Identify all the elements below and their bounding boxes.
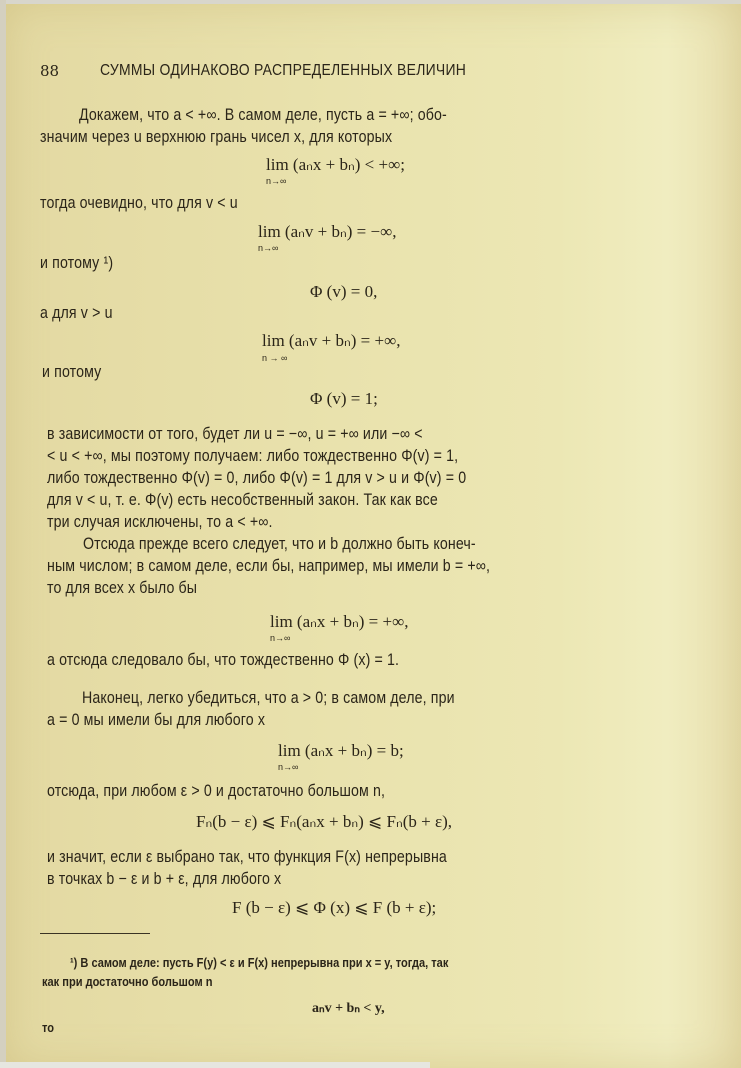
paragraph-6-line-5: три случая исключены, то a < +∞. bbox=[47, 513, 273, 531]
formula-limsup-1: lim (aₙx + bₙ) < +∞; bbox=[266, 155, 405, 174]
formula-lim-7: lim (aₙx + bₙ) = b; bbox=[278, 741, 404, 760]
footnote-divider bbox=[40, 933, 150, 934]
formula-limsup-4-subscript: n → ∞ bbox=[262, 353, 288, 363]
formula-lim-6: lim (aₙx + bₙ) = +∞, bbox=[270, 612, 409, 631]
paragraph-7-line-1: Отсюда прежде всего следует, что и b должно быть конеч- bbox=[83, 535, 476, 553]
formula-inequality-8: Fₙ(b − ε) ⩽ Fₙ(aₙx + bₙ) ⩽ Fₙ(b + ε), bbox=[196, 812, 453, 831]
paragraph-11-line-2: в точках b − ε и b + ε, для любого x bbox=[47, 870, 282, 888]
formula-lim-6-subscript: n→∞ bbox=[270, 633, 291, 643]
paragraph-10: отсюда, при любом ε > 0 и достаточно большом n, bbox=[47, 782, 386, 800]
paragraph-6-line-4: для v < u, т. е. Φ(v) есть несобственный закон. Так как все bbox=[47, 491, 438, 509]
paragraph-5: и потому bbox=[42, 363, 102, 381]
paragraph-7-line-3: то для всех x было бы bbox=[47, 579, 198, 597]
formula-inequality-9: F (b − ε) ⩽ Φ (x) ⩽ F (b + ε); bbox=[232, 898, 437, 917]
formula-lim-2-subscript: n→∞ bbox=[258, 243, 279, 253]
paragraph-1-line-2: значим через u верхнюю грань чисел x, для которых bbox=[40, 128, 393, 146]
paragraph-6-line-3: либо тождественно Φ(v) = 0, либо Φ(v) = 1 для v > u и Φ(v) = 0 bbox=[47, 469, 467, 487]
formula-limsup-1-subscript: n→∞ bbox=[266, 176, 287, 186]
page-number: 88 bbox=[40, 62, 60, 80]
paragraph-9-line-1: Наконец, легко убедиться, что a > 0; в самом деле, при bbox=[82, 689, 455, 707]
formula-lim-2: lim (aₙv + bₙ) = −∞, bbox=[258, 222, 397, 241]
paragraph-8: а отсюда следовало бы, что тождественно Φ (x) = 1. bbox=[47, 651, 400, 669]
paragraph-7-line-2: ным числом; в самом деле, если бы, например, мы имели b = +∞, bbox=[47, 557, 491, 575]
paragraph-9-line-2: a = 0 мы имели бы для любого x bbox=[47, 711, 266, 729]
running-title: СУММЫ ОДИНАКОВО РАСПРЕДЕЛЕННЫХ ВЕЛИЧИН bbox=[100, 62, 467, 79]
formula-limsup-4: lim (aₙv + bₙ) = +∞, bbox=[262, 331, 401, 350]
paragraph-2: тогда очевидно, что для v < u bbox=[40, 194, 238, 212]
paragraph-11-line-1: и значит, если ε выбрано так, что функция F(x) непрерывна bbox=[47, 848, 447, 866]
paragraph-3: и потому ¹) bbox=[40, 254, 114, 272]
footnote-line-2: как при достаточно большом n bbox=[42, 974, 213, 989]
formula-lim-7-subscript: n→∞ bbox=[278, 762, 299, 772]
footnote-line-3: то bbox=[42, 1020, 55, 1035]
formula-phi-zero: Φ (v) = 0, bbox=[310, 282, 378, 301]
footnote-formula-1: aₙv + bₙ < y, bbox=[312, 1001, 385, 1016]
scan-bottom-edge bbox=[0, 1062, 430, 1068]
footnote-line-1: ¹) В самом деле: пусть F(y) < ε и F(x) непрерывна при x = y, тогда, так bbox=[70, 955, 449, 970]
formula-phi-one: Φ (v) = 1; bbox=[310, 389, 378, 408]
paragraph-6-line-1: в зависимости от того, будет ли u = −∞, u = +∞ или −∞ < bbox=[47, 425, 423, 443]
paragraph-4: а для v > u bbox=[40, 304, 113, 322]
paragraph-6-line-2: < u < +∞, мы поэтому получаем: либо тождественно Φ(v) = 1, bbox=[47, 447, 459, 465]
paragraph-1-line-1: Докажем, что a < +∞. В самом деле, пусть a = +∞; обо- bbox=[79, 106, 447, 124]
